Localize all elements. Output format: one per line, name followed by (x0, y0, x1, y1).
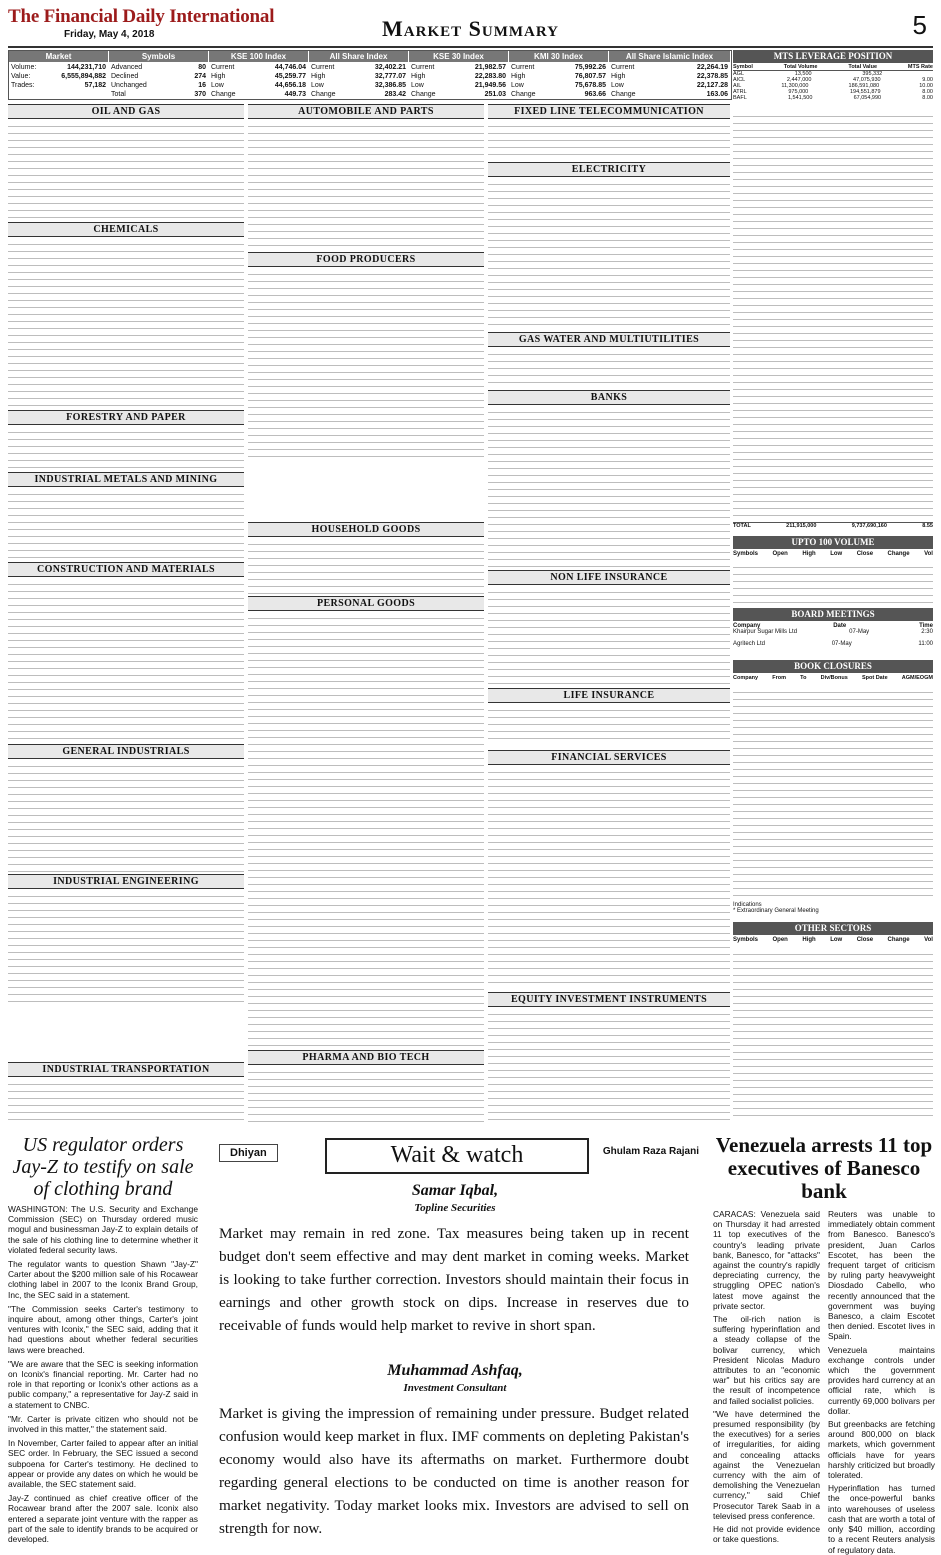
story-banesco-headline: Venezuela arrests 11 top executives of Banesco bank (715, 1133, 933, 1203)
table-industrial-metals (8, 488, 244, 560)
section-industrial-transport: INDUSTRIAL TRANSPORTATION (8, 1062, 244, 1077)
section-fixed-line: FIXED LINE TELECOMMUNICATION (488, 104, 730, 119)
kse30-header: KSE 30 Index (409, 51, 508, 62)
table-gas-water (488, 348, 730, 388)
symbols-header: Symbols (109, 51, 208, 62)
mts-leverage-table: Symbol Total Volume Total Value MTS Rate AGL 13,500 395,332 AICL 2,447,000 47,075,930 9.00 AIL 11,300,000 186,591,080 10.00 ATRL 975,000 194,551,879 8.00 BAFL 1,541,500 67,054,990 8.00 (733, 64, 933, 101)
kmi30-cell: Current 75,992.26 High 76,807.57 Low 75,678.85 Change 963.66 (511, 64, 606, 98)
story-banesco-paragraph: But greenbacks are fetching around 800,000 on black markets, which government officials have for years harshly criticized but broadly tolerated. (828, 1419, 935, 1481)
paper-name: The Financial Daily International (8, 6, 275, 27)
story-jayz-headline: US regulator orders Jay-Z to testify on sale of clothing brand (12, 1134, 194, 1200)
column-header (205, 1138, 705, 1172)
story-jayz-paragraph: "The Commission seeks Carter's testimony to inquire about, among other things, Carter's joint ventures with Iconix," the SEC said, adding that it had questions about whether federal securities laws were breached. (8, 1303, 198, 1355)
section-electricity: ELECTRICITY (488, 162, 730, 177)
upto-volume-cols: Symbols Open High Low Close Change Vol (733, 551, 933, 557)
column-byline: Ghulam Raza Rajani (602, 1146, 699, 1157)
section-non-life: NON LIFE INSURANCE (488, 570, 730, 585)
mts-leverage-total: TOTAL 211,915,000 9,737,690,160 8.55 (733, 523, 933, 529)
story-banesco-paragraph: Hyperinflation has turned the once-powerful banks into warehouses of useless cash that are worth a total of only $40 million, according to a recent Reuters analysis of regulatory data. (828, 1483, 935, 1555)
other-sectors-rows (733, 948, 933, 1122)
story-jayz (8, 1134, 198, 1544)
allshare-cell: Current 32,402.21 High 32,777.07 Low 32,386.85 Change 283.42 (311, 64, 406, 98)
market-cell: Volume: 144,231,710 Value: 6,555,894,882 Trades: 57,182 (11, 64, 106, 89)
section-pharma: PHARMA AND BIO TECH (248, 1050, 484, 1065)
analyst-name: Samar Iqbal, (411, 1182, 499, 1199)
section-household: HOUSEHOLD GOODS (248, 522, 484, 537)
book-closures-rows (733, 686, 933, 900)
story-banesco-paragraph: CARACAS: Venezuela said on Thursday it had arrested 11 top executives of the country's leading private bank, Banesco, for "attacks" against the country's rapidly depreciating currency, the struggling OPEC nation's latest move against the private sector. (713, 1209, 820, 1311)
section-construction: CONSTRUCTION AND MATERIALS (8, 562, 244, 577)
masthead (8, 6, 933, 48)
section-industrial-engineering: INDUSTRIAL ENGINEERING (8, 874, 244, 889)
table-industrial-transport (8, 1078, 244, 1122)
table-general-industrials (8, 760, 244, 872)
analyst-comment: Market is giving the impression of remaining under pressure. Budget related confusion would keep market in flux. IMF comments on depleting Pakistan's economy would also have its aftermaths on market. Furthermore doubt regarding general elections to be conducted on time is another reason for market negativity. Today market looks mix. Investors are advised to sell on strength for now. (219, 1405, 689, 1537)
mts-leverage-title: MTS LEVERAGE POSITION (733, 50, 933, 63)
table-personal (248, 612, 484, 1072)
board-meetings-table: Company Date Time Khairpur Sugar Mills Ltd 07-May 2:30 Agritech Ltd 07-May 11:00 (733, 623, 933, 647)
kse100-header: KSE 100 Index (209, 51, 308, 62)
analyst-name: Muhammad Ashfaq, (387, 1362, 523, 1379)
book-closures-title: BOOK CLOSURES (733, 660, 933, 673)
section-personal: PERSONAL GOODS (248, 596, 484, 611)
section-life: LIFE INSURANCE (488, 688, 730, 703)
table-banks (488, 406, 730, 568)
kse30-cell: Current 21,982.57 High 22,283.80 Low 21,949.56 Change 251.03 (411, 64, 506, 98)
upto-volume-rows (733, 561, 933, 605)
table-food (248, 268, 484, 458)
section-title: Market Summary (382, 16, 559, 41)
story-banesco-paragraph: Venezuela maintains exchange controls under which the government provides hard currency at an official rate, which is currently 69,000 bolivars per dollar. (828, 1344, 935, 1416)
section-oil-gas: OIL AND GAS (8, 104, 244, 119)
section-food: FOOD PRODUCERS (248, 252, 484, 267)
table-industrial-engineering (8, 890, 244, 1004)
issue-date: Friday, May 4, 2018 (64, 29, 155, 40)
analyst-role: Investment Consultant (403, 1382, 507, 1394)
table-equity (488, 1008, 730, 1122)
table-automobile (248, 120, 484, 250)
allshare-header: All Share Index (309, 51, 408, 62)
section-banks: BANKS (488, 390, 730, 405)
table-construction (8, 578, 244, 742)
story-jayz-paragraph: The regulator wants to question Shawn "Jay-Z" Carter about the $200 million sale of his Rocawear clothing label in 2007 to the Iconix Brand Group, Inc, the SEC said in a statement. (8, 1259, 198, 1300)
kmi30-header: KMI 30 Index (509, 51, 608, 62)
indications-note: Indications * Extraordinary General Meeting (733, 902, 819, 914)
story-banesco-paragraph: He did not provide evidence or take questions. (713, 1524, 820, 1545)
table-pharma (248, 1066, 484, 1122)
board-meetings-title: BOARD MEETINGS (733, 608, 933, 621)
other-sectors-cols: Symbols Open High Low Close Change Vol (733, 937, 933, 943)
table-life (488, 704, 730, 744)
column-title: Wait & watch (325, 1138, 589, 1174)
section-equity: EQUITY INVESTMENT INSTRUMENTS (488, 992, 730, 1007)
section-chemicals: CHEMICALS (8, 222, 244, 237)
mts-leverage-rows (733, 110, 933, 522)
section-automobile: AUTOMOBILE AND PARTS (248, 104, 484, 119)
story-jayz-paragraph: Jay-Z continued as chief creative officer of the Rocawear brand after the 2007 sale. Iconix also entered a separate joint venture with the rapper as part of the sale to identify brands to be acquired or developed. (8, 1493, 198, 1545)
table-forestry (8, 426, 244, 470)
story-banesco (713, 1134, 935, 1555)
story-banesco-body (713, 1209, 935, 1555)
analyst-role: Topline Securities (414, 1202, 496, 1214)
kse100-cell: Current 44,746.04 High 45,259.77 Low 44,656.18 Change 449.73 (211, 64, 306, 98)
table-oil-gas (8, 120, 244, 220)
section-financial: FINANCIAL SERVICES (488, 750, 730, 765)
table-financial (488, 766, 730, 988)
section-general-industrials: GENERAL INDUSTRIALS (8, 744, 244, 759)
allislamic-header: All Share Islamic Index (609, 51, 730, 62)
story-jayz-paragraph: WASHINGTON: The U.S. Security and Exchange Commission (SEC) on Thursday ordered music mogul and businessman Jay-Z to explain details of the sale of his clothing line to determine whether it violated federal security laws. (8, 1204, 198, 1255)
story-banesco-paragraph: "We have determined the presumed responsibility (by the executives) for a series of irregularities, for aiding and concealing attacks against the Venezuelan currency with the aim of demolishing the Venezuelan currency," said Chief Prosecutor Tarek Saab in a televised press conference. (713, 1408, 820, 1521)
symbols-cell: Advanced 80 Declined 274 Unchanged 16 Total 370 (111, 64, 206, 98)
wait-and-watch-column (205, 1138, 705, 1548)
section-gas-water: GAS WATER AND MULTIUTILITIES (488, 332, 730, 347)
allislamic-cell: Current 22,264.19 High 22,378.85 Low 22,127.28 Change 163.06 (611, 64, 728, 98)
other-sectors-title: OTHER SECTORS (733, 922, 933, 935)
market-header: Market (9, 51, 108, 62)
market-index-strip (8, 50, 732, 100)
story-jayz-paragraph: In November, Carter failed to appear after an initial SEC order. In February, the SEC issued a second subpoena for Carter's testimony. He declined to appear or provide any dates on which he would be available, the SEC statement said. (8, 1438, 198, 1490)
table-non-life (488, 586, 730, 686)
table-household (248, 538, 484, 594)
story-banesco-paragraph: Reuters was unable to immediately obtain comment from Banesco. Banesco's president, Juan Carlos Escotet, has been the frequent target of criticism by ruling party heavyweight Diosdado Cabello, who recently announced that the government was buying Banesco, a claim Escotet then denied. Escotet lives in Spain. (828, 1209, 935, 1342)
book-closures-cols: Company From To Div/Bonus Spot Date AGM/EOGM (733, 675, 933, 681)
section-forestry: FORESTRY AND PAPER (8, 410, 244, 425)
column-tag: Dhiyan (219, 1144, 278, 1162)
story-banesco-paragraph: The oil-rich nation is suffering hyperinflation and a steady collapse of the bolivar currency, which President Nicolas Maduro attributes to an "economic war" but his critics say are the result of incompetence and failed socialist policies. (713, 1314, 820, 1406)
story-jayz-paragraph: "Mr. Carter is private citizen who should not be involved in this matter," the statement said. (8, 1413, 198, 1435)
section-industrial-metals: INDUSTRIAL METALS AND MINING (8, 472, 244, 487)
table-fixed-line (488, 120, 730, 160)
table-chemicals (8, 238, 244, 408)
story-jayz-paragraph: "We are aware that the SEC is seeking information on Iconix's financial reporting. Mr. Carter had no role in that reporting or Iconix's other actions as a public company," a representative for Jay-Z said in a statement to CNBC. (8, 1358, 198, 1410)
page-number: 5 (912, 10, 927, 40)
upto-volume-title: UPTO 100 VOLUME (733, 536, 933, 549)
analyst-comment: Market may remain in red zone. Tax measures being taken up in recent budget don't seem effective and may dent market in coming weeks. Market is looking to take further correction. Investors should maintain their focus in earnings and other growth stock on dips. Increase in reserves due to receivable of funds would help market to revive in short span. (219, 1225, 689, 1334)
table-electricity (488, 178, 730, 330)
